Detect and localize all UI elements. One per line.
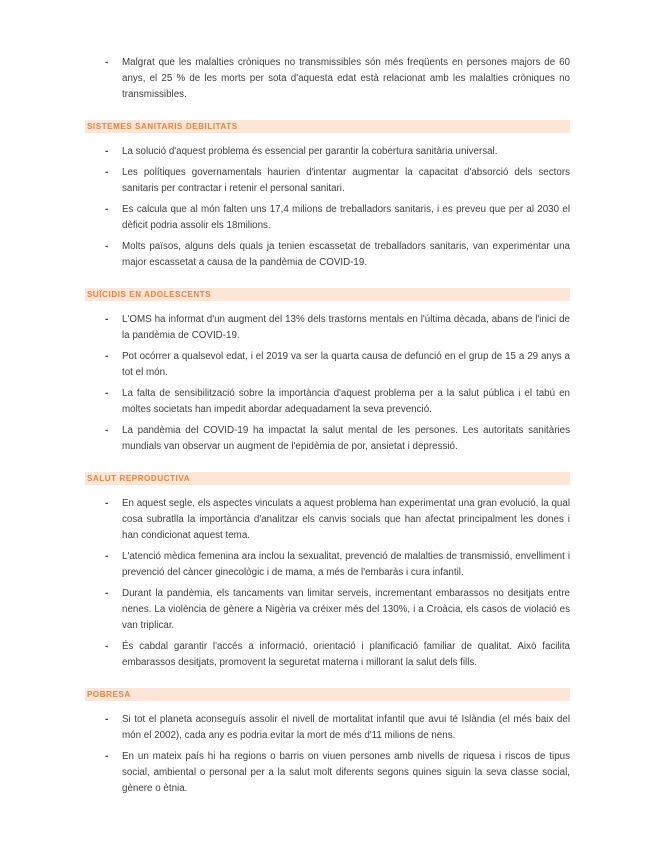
bullet-text: Les polítiques governamentals haurien d'intentar augmentar la capacitat d'absorció dels sectors sanitaris per contractar i retenir el personal sanitari. (122, 167, 570, 194)
list-item (85, 349, 570, 381)
bullet-marker: - (105, 588, 109, 599)
bullet-marker: - (105, 641, 109, 652)
bullet-marker: - (105, 551, 109, 562)
bullet-marker: - (105, 314, 109, 325)
bullet-marker: - (105, 714, 109, 725)
bullet-marker: - (105, 351, 109, 362)
section-header: SISTEMES SANITARIS DEBILITATS (85, 120, 570, 133)
bullet-marker: - (105, 498, 109, 509)
bullet-text: L'atenció mèdica femenina ara inclou la sexualitat, prevenció de malalties de transmissió, envelliment i prevenció del càncer ginecològic i de mama, a més de l'embaràs i cura infantil. (122, 551, 570, 578)
bullet-text: L'OMS ha informat d'un augment del 13% dels trastorns mentals en l'última dècada, abans de l'inici de la pandèmia de COVID-19. (122, 314, 570, 341)
bullet-text: En un mateix país hi ha regions o barris on viuen persones amb nivells de riquesa i riscos de tipus social, ambiental o personal per a la salut molt diferents segons quines siguin la seva classe social, gènere o ètnia. (122, 751, 570, 794)
bullet-text: Molts països, alguns dels quals ja tenien escassetat de treballadors sanitaris, van experimentar una major escassetat a causa de la pandèmia de COVID-19. (122, 241, 570, 268)
section-suicidis-en-adolescents (85, 288, 570, 455)
bullet-text: Pot ocórrer a qualsevol edat, i el 2019 va ser la quarta causa de defunció en el grup de 15 a 29 anys a tot el món. (122, 351, 570, 378)
list-item (85, 549, 570, 581)
section-header: SALUT REPRODUCTIVA (85, 472, 570, 485)
bullet-text: Es calcula que al món falten uns 17,4 milions de treballadors sanitaris, i es preveu que per al 2030 el dèficit podria assolir els 18milions. (122, 204, 570, 231)
section-sistemes-sanitaris-debilitats (85, 120, 570, 271)
bullet-text: La pandèmia del COVID-19 ha impactat la salut mental de les persones. Les autoritats sanitàries mundials van observar un augment de l'epidèmia de por, ansietat i depressió. (122, 425, 570, 452)
bullet-text: La falta de sensibilització sobre la importància d'aquest problema per a la salut pública i el tabú en moltes societats han impedit abordar adequadament la seva prevenció. (122, 388, 570, 415)
bullet-text: En aquest segle, els aspectes vinculats a aquest problema han experimentat una gran evolució, la qual cosa subratlla la importància d'analitzar els canvis socials que han afectat principalment les dones i han condicionat aquest tema. (122, 498, 570, 541)
list-item (85, 749, 570, 797)
section-salut-reproductiva (85, 472, 570, 671)
bullet-marker: - (105, 425, 109, 436)
bullet-marker: - (105, 751, 109, 762)
section-header: SUÏCIDIS EN ADOLESCENTS (85, 288, 570, 301)
list-item (85, 423, 570, 455)
section-header: POBRESA (85, 688, 570, 701)
list-item (85, 712, 570, 744)
list-item (85, 239, 570, 271)
bullet-text: És cabdal garantir l'accés a informació, orientació i planificació familiar de qualitat. Això facilita embarassos desitjats, promovent la seguretat materna i millorant la salut dels fills. (122, 641, 570, 668)
list-item (85, 386, 570, 418)
bullet-text: Malgrat que les malalties cròniques no transmissibles són més freqüents en persones majors de 60 anys, el 25 % de les morts per sota d'aquesta edat està relacionat amb les malalties cròniques no transmissibles. (122, 57, 570, 100)
list-item (85, 639, 570, 671)
bullet-text: Durant la pandèmia, els tancaments van limitar serveis, incrementant embarassos no desitjats entre nenes. La violència de gènere a Nigèria va créixer més del 130%, i a Croàcia, els casos de violació es van triplicar. (122, 588, 570, 631)
bullet-marker: - (105, 388, 109, 399)
bullet-text: La solució d'aquest problema és essencial per garantir la cobertura sanitària universal. (122, 146, 498, 157)
list-item (85, 586, 570, 634)
list-item (85, 496, 570, 544)
list-item (85, 202, 570, 234)
list-item (85, 144, 570, 160)
bullet-marker: - (105, 204, 109, 215)
list-item (85, 165, 570, 197)
list-item (85, 55, 570, 103)
list-item (85, 312, 570, 344)
bullet-marker: - (105, 57, 109, 68)
bullet-marker: - (105, 167, 109, 178)
bullet-marker: - (105, 146, 109, 157)
bullet-text: Si tot el planeta aconseguís assolir el nivell de mortalitat infantil que avui té Islàndia (el més baix del món el 2002), cada any es podria evitar la mort de més d'11 milions de nens. (122, 714, 570, 741)
section-pobresa (85, 688, 570, 797)
bullet-marker: - (105, 241, 109, 252)
